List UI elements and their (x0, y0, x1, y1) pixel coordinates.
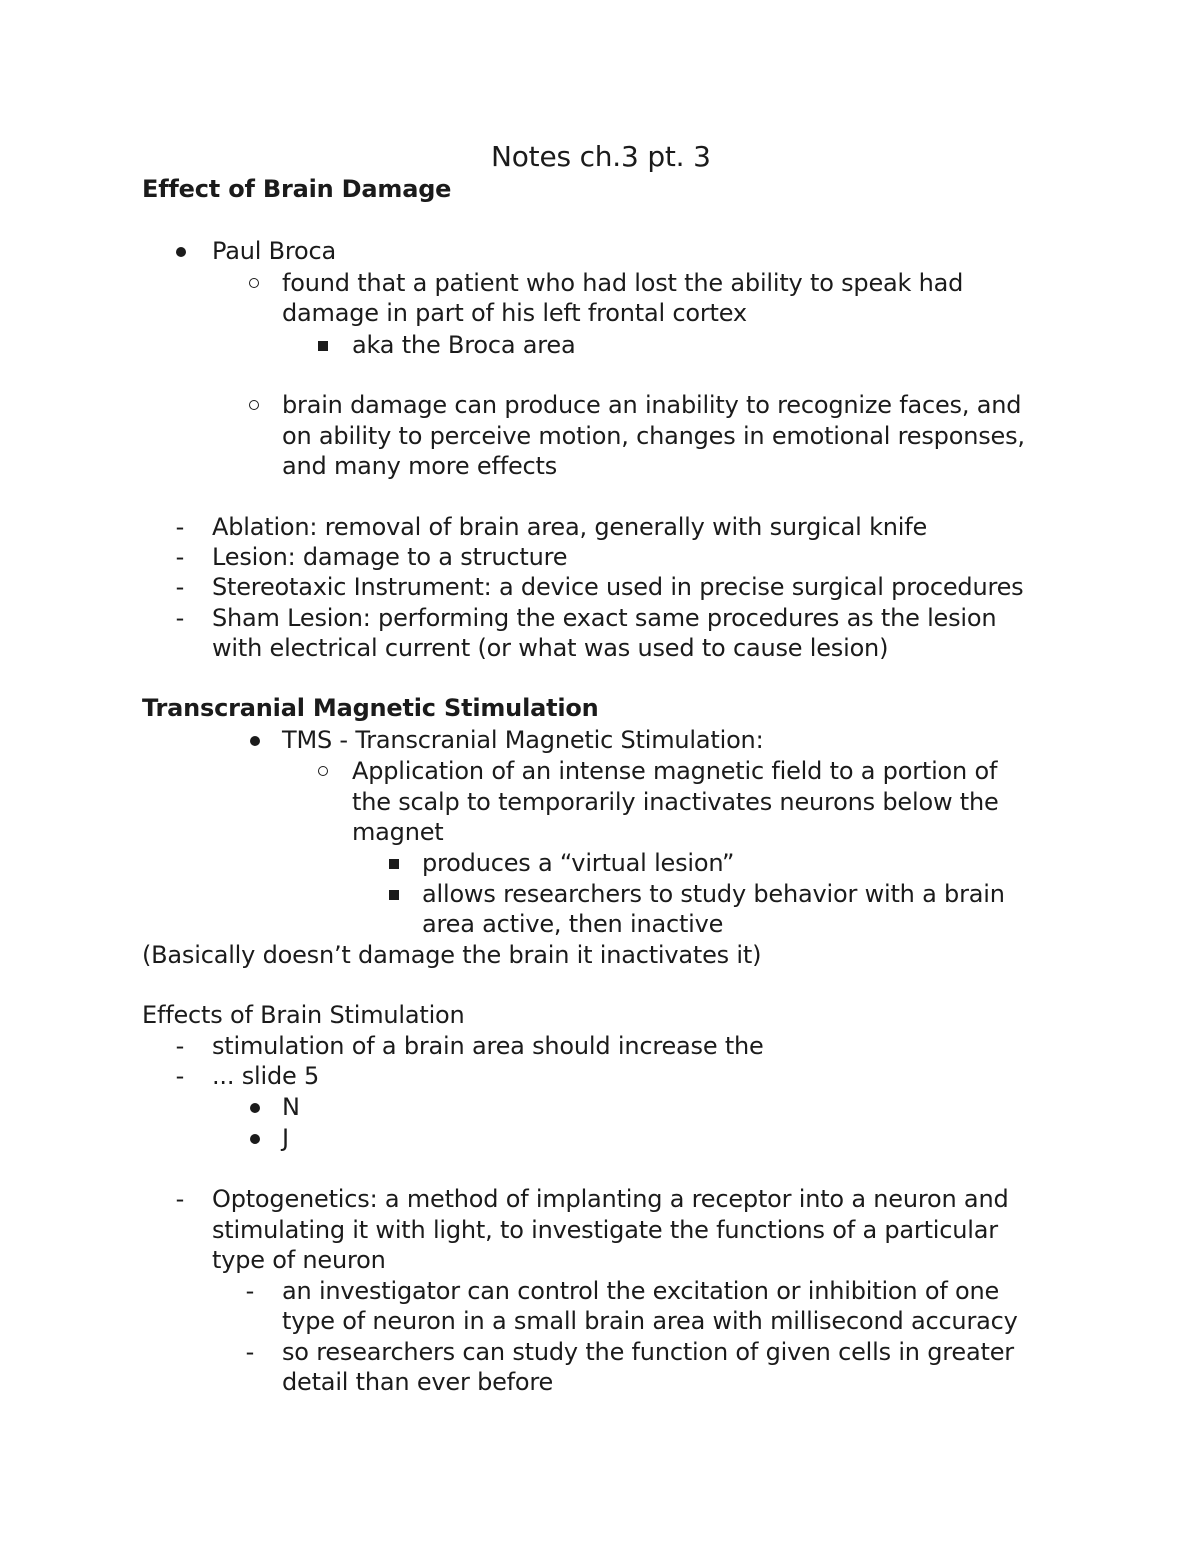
bullet-dot-icon (176, 247, 186, 257)
list-item: brain damage can produce an inability to recognize faces, and (282, 391, 1022, 419)
bullet-dot-icon (250, 1103, 260, 1113)
bullet-circle-icon (249, 400, 259, 410)
list-item-continuation: type of neuron in a small brain area with millisecond accuracy (282, 1307, 1018, 1335)
list-item: aka the Broca area (352, 331, 576, 359)
list-item-continuation: the scalp to temporarily inactivates neurons below the (352, 788, 999, 816)
list-item: allows researchers to study behavior with a brain (422, 880, 1005, 908)
list-item: produces a “virtual lesion” (422, 849, 735, 877)
list-item-continuation: damage in part of his left frontal cortex (282, 299, 747, 327)
list-item: an investigator can control the excitation or inhibition of one (282, 1277, 1000, 1305)
list-item: Paul Broca (212, 237, 337, 265)
bullet-square-icon (389, 890, 399, 900)
list-item: Stereotaxic Instrument: a device used in precise surgical procedures (212, 573, 1024, 601)
list-item-continuation: on ability to perceive motion, changes in emotional responses, (282, 422, 1025, 450)
list-item: Sham Lesion: performing the exact same procedures as the lesion (212, 604, 997, 632)
dash-marker: - (175, 1062, 185, 1090)
list-item-continuation: detail than ever before (282, 1368, 554, 1396)
bullet-square-icon (318, 341, 328, 351)
bullet-dot-icon (250, 736, 260, 746)
bullet-circle-icon (318, 766, 328, 776)
list-item: Lesion: damage to a structure (212, 543, 568, 571)
bullet-dot-icon (250, 1134, 260, 1144)
list-item: stimulation of a brain area should increase the (212, 1032, 764, 1060)
list-item: N (282, 1093, 300, 1121)
list-item-continuation: area active, then inactive (422, 910, 724, 938)
dash-marker: - (175, 604, 185, 632)
page-title: Notes ch.3 pt. 3 (491, 140, 711, 173)
list-item-continuation: stimulating it with light, to investigate the functions of a particular (212, 1216, 998, 1244)
list-item: ... slide 5 (212, 1062, 320, 1090)
list-item: so researchers can study the function of given cells in greater (282, 1338, 1014, 1366)
dash-marker: - (175, 1032, 185, 1060)
dash-marker: - (175, 1185, 185, 1213)
list-item: Optogenetics: a method of implanting a receptor into a neuron and (212, 1185, 1009, 1213)
dash-marker: - (245, 1338, 255, 1366)
bullet-square-icon (389, 859, 399, 869)
dash-marker: - (175, 543, 185, 571)
dash-marker: - (175, 573, 185, 601)
section-heading-brain-damage: Effect of Brain Damage (142, 175, 452, 203)
section-heading-tms: Transcranial Magnetic Stimulation (142, 694, 599, 722)
note-text: (Basically doesn’t damage the brain it inactivates it) (142, 941, 762, 969)
list-item: TMS - Transcranial Magnetic Stimulation: (282, 726, 764, 754)
list-item: Ablation: removal of brain area, generally with surgical knife (212, 513, 928, 541)
section-heading-brain-stimulation: Effects of Brain Stimulation (142, 1001, 465, 1029)
list-item-continuation: and many more effects (282, 452, 558, 480)
list-item-continuation: type of neuron (212, 1246, 386, 1274)
list-item-continuation: with electrical current (or what was used to cause lesion) (212, 634, 889, 662)
dash-marker: - (245, 1277, 255, 1305)
dash-marker: - (175, 513, 185, 541)
list-item: found that a patient who had lost the ability to speak had (282, 269, 964, 297)
list-item-continuation: magnet (352, 818, 444, 846)
bullet-circle-icon (249, 278, 259, 288)
list-item: J (282, 1124, 289, 1152)
list-item: Application of an intense magnetic field to a portion of (352, 757, 998, 785)
